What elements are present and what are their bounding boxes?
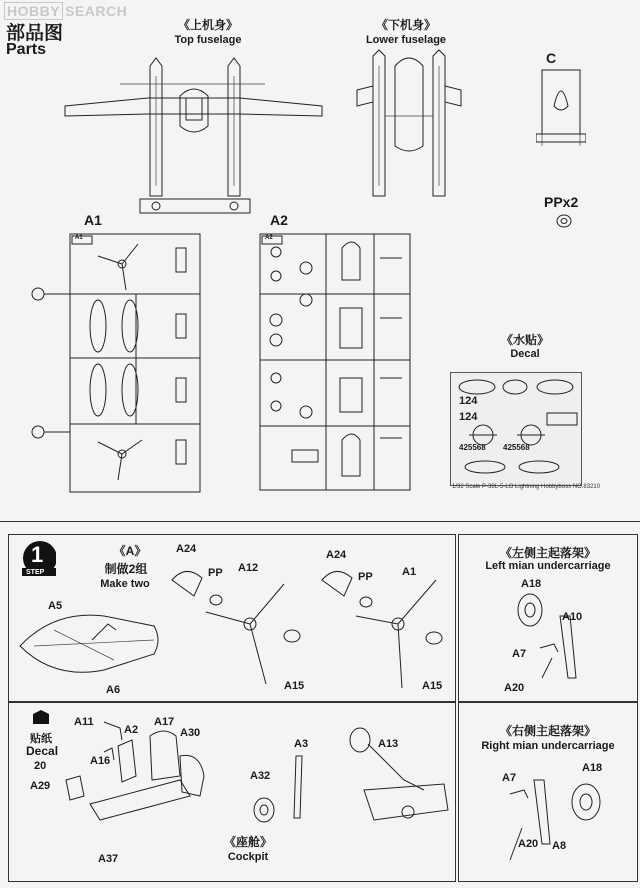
step1-part-a24-right: A24 — [326, 549, 347, 561]
cockpit-part-a32: A32 — [250, 770, 271, 782]
spinner-assembly-drawing — [14, 600, 164, 690]
left-undercarriage-en: Left mian undercarriage — [485, 560, 611, 572]
step1-part-a12: A12 — [238, 562, 259, 574]
step1-part-pp-right: PP — [358, 571, 373, 583]
cockpit-part-a2: A2 — [124, 724, 139, 736]
step1-part-a5: A5 — [48, 600, 63, 612]
decal-text-425568-a: 425568 — [503, 443, 530, 452]
right-part-a8: A8 — [552, 840, 567, 852]
left-part-a7: A7 — [512, 648, 527, 660]
step1-make-en: Make two — [100, 578, 150, 590]
a1-sprue-tag: A1 — [75, 235, 83, 241]
cockpit-decal-zh: 贴纸 — [30, 733, 52, 745]
a2-sprue-label: A2 — [270, 212, 288, 228]
cockpit-part-a30: A30 — [180, 727, 201, 739]
left-undercarriage-zh: 《左侧主起落架》 — [499, 546, 596, 560]
top-fuselage-label-en: Top fuselage — [174, 34, 242, 46]
top-fuselage-drawing — [60, 46, 330, 221]
step1-part-a15-right: A15 — [422, 680, 443, 692]
prop-a12-assembly-drawing — [166, 560, 306, 690]
cockpit-part-a37: A37 — [98, 853, 119, 865]
right-undercarriage-drawing — [494, 770, 612, 870]
cockpit-part-a17: A17 — [154, 716, 175, 728]
step1-part-a1: A1 — [402, 566, 417, 578]
pp-washer-drawing — [554, 212, 574, 230]
top-fuselage-label-zh: 《上机身》 — [177, 18, 238, 32]
left-undercarriage-drawing — [490, 588, 610, 688]
decal-text-425568-b: 425568 — [459, 443, 486, 452]
right-part-a7: A7 — [502, 772, 517, 784]
a2-sprue-drawing — [256, 228, 416, 494]
lower-fuselage-label-en: Lower fuselage — [365, 34, 447, 46]
decal-sheet — [450, 372, 582, 486]
a1-sprue-label: A1 — [84, 212, 102, 228]
decal-label-zh: 《水贴》 — [500, 333, 549, 347]
left-part-a20: A20 — [504, 682, 525, 694]
lower-fuselage-label-zh: 《下机身》 — [375, 18, 436, 32]
cockpit-part-a3: A3 — [294, 738, 309, 750]
decal-label-en: Decal — [510, 348, 540, 360]
right-part-a18: A18 — [582, 762, 603, 774]
step1-group-zh: 《A》 — [113, 544, 147, 558]
cockpit-nose-gear-drawing — [344, 720, 450, 832]
a2-sprue-tag: A2 — [265, 235, 273, 241]
pp-label: PPx2 — [544, 194, 579, 210]
a1-sprue-drawing — [26, 228, 206, 496]
lower-fuselage-drawing — [355, 46, 465, 206]
step-number: 1 — [31, 542, 44, 567]
parts-title-zh: 部品图 — [6, 23, 64, 44]
c-sprue-drawing — [536, 66, 586, 150]
step1-part-pp-left: PP — [208, 567, 223, 579]
cockpit-part-a29: A29 — [30, 780, 51, 792]
watermark: HOBBY SEARCH — [4, 2, 127, 20]
step1-part-a15-left: A15 — [284, 680, 305, 692]
cockpit-decal-en: Decal — [26, 744, 59, 758]
prop-a1-assembly-drawing — [316, 560, 456, 690]
cockpit-part-a11: A11 — [74, 716, 94, 728]
parts-title-en: Parts — [6, 41, 47, 58]
right-undercarriage-zh: 《右侧主起落架》 — [499, 724, 596, 738]
cockpit-part-a16: A16 — [90, 755, 111, 767]
cockpit-gear-leg-drawing — [246, 748, 326, 834]
right-undercarriage-en: Right mian undercarriage — [481, 740, 615, 752]
cockpit-part-a13: A13 — [378, 738, 399, 750]
left-part-a18: A18 — [521, 578, 542, 590]
step1-part-a24-left: A24 — [176, 543, 197, 555]
section-divider — [0, 521, 640, 522]
cockpit-decal-number: 20 — [34, 760, 47, 772]
step1-make-zh: 制做2组 — [104, 562, 148, 576]
decal-text-124-b: 124 — [459, 411, 478, 423]
step1-part-a6: A6 — [106, 684, 121, 696]
cockpit-label-en: Cockpit — [227, 851, 269, 863]
cockpit-label-zh: 《座舱》 — [223, 835, 272, 849]
c-label: C — [546, 50, 557, 66]
left-part-a10: A10 — [562, 611, 583, 623]
right-part-a20: A20 — [518, 838, 539, 850]
decal-text-124-a: 124 — [459, 395, 478, 407]
step-word: STEP — [26, 569, 45, 576]
decal-sheet-caption: 1/32 Scale P-38L-5-LO Lightning Hobbyboss NO.83210 — [452, 484, 601, 490]
